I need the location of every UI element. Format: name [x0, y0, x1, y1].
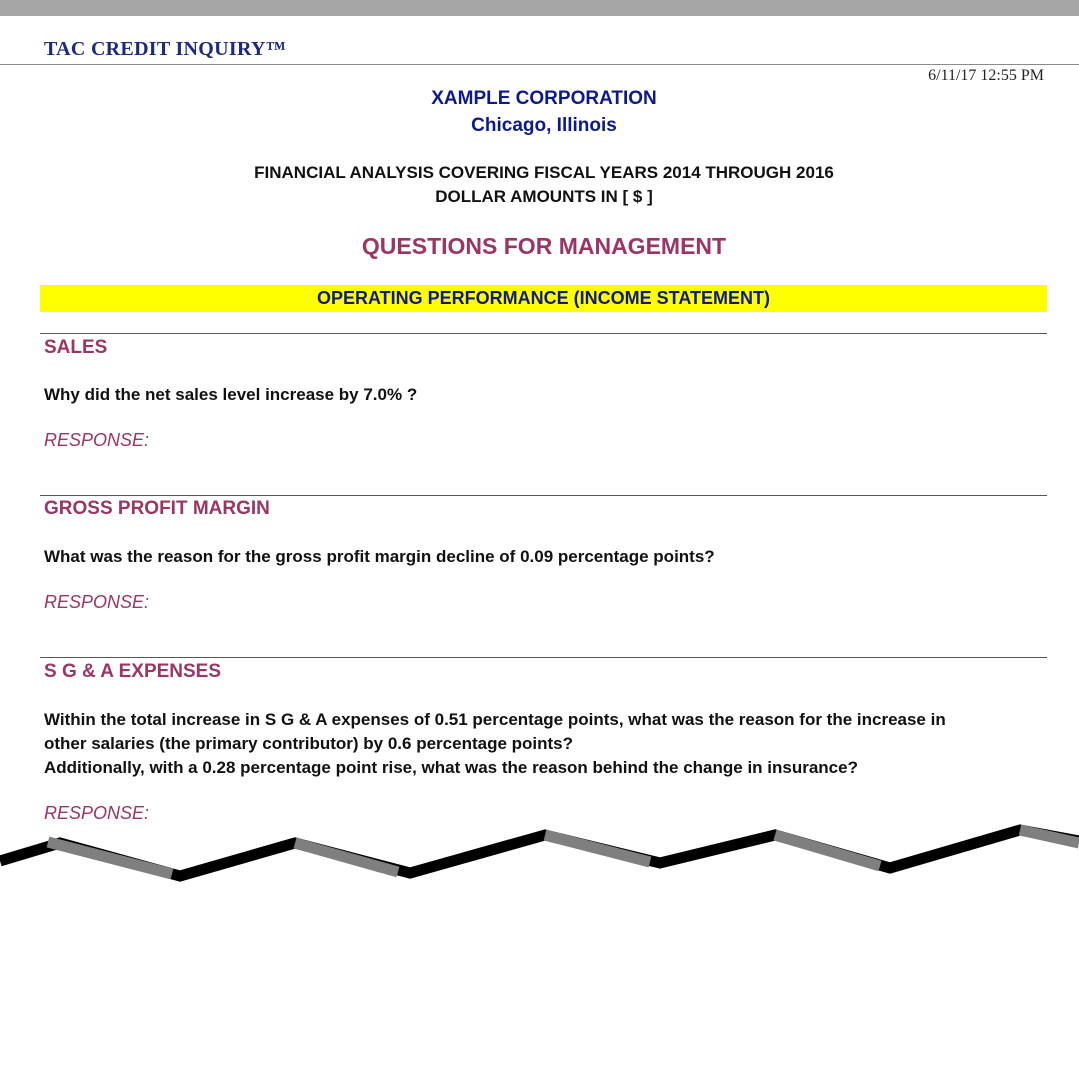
- analysis-period: FINANCIAL ANALYSIS COVERING FISCAL YEARS 2014 THROUGH 2016: [254, 163, 834, 182]
- company-location: Chicago, Illinois: [471, 115, 617, 136]
- section-title-sales: SALES: [44, 337, 108, 358]
- response-label: RESPONSE:: [44, 592, 150, 612]
- section-band: [40, 285, 1047, 312]
- question-text: Additionally, with a 0.28 percentage point rise, what was the reason behind the change in insurance?: [44, 758, 858, 777]
- top-gray-bar: [0, 0, 1079, 16]
- brand-title: TAC CREDIT INQUIRY™: [44, 38, 287, 60]
- question-text: What was the reason for the gross profit margin decline of 0.09 percentage points?: [44, 547, 715, 566]
- section-title-sga-expenses: S G & A EXPENSES: [44, 661, 222, 682]
- question-text: Within the total increase in S G & A expenses of 0.51 percentage points, what was the reason for the increase in: [44, 710, 946, 729]
- section-divider: [40, 657, 1047, 658]
- torn-edge-graphic: [0, 815, 1079, 895]
- section-band-label: OPERATING PERFORMANCE (INCOME STATEMENT): [317, 288, 770, 308]
- report-timestamp: 6/11/17 12:55 PM: [928, 67, 1044, 84]
- currency-units: DOLLAR AMOUNTS IN [ $ ]: [435, 187, 653, 206]
- section-divider: [40, 333, 1047, 334]
- header-divider: [0, 64, 1079, 65]
- question-text: Why did the net sales level increase by 7.0% ?: [44, 385, 418, 404]
- company-name: XAMPLE CORPORATION: [431, 88, 657, 109]
- page-title: QUESTIONS FOR MANAGEMENT: [361, 233, 727, 259]
- section-title-gross-profit-margin: GROSS PROFIT MARGIN: [44, 498, 270, 519]
- response-label: RESPONSE:: [44, 803, 150, 823]
- section-divider: [40, 495, 1047, 496]
- question-text: other salaries (the primary contributor) by 0.6 percentage points?: [44, 734, 574, 753]
- response-label: RESPONSE:: [44, 430, 150, 450]
